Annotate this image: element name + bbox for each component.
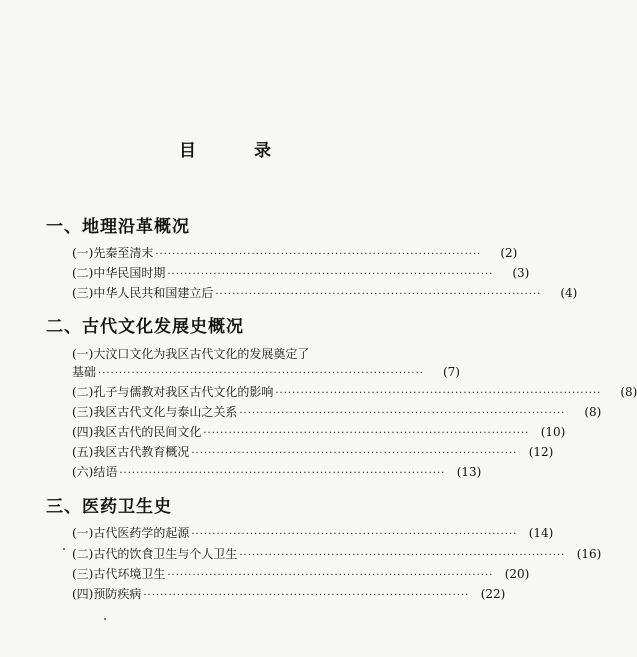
toc-page-number: (8) [620,385,637,399]
toc-entry-text: (三)中华人民共和国建立后 [72,286,214,300]
dot-leader: ·············································································· [239,550,566,561]
dot-leader: ·············································································· [119,468,446,479]
toc-page-number: (10) [540,425,566,439]
toc-entry [72,284,578,302]
dot-leader: ·············································································· [155,249,482,260]
toc-entry [72,443,554,461]
toc-page-number: (12) [528,445,554,459]
toc-entry-text: (二)孔子与儒教对我区古代文化的影响 [72,385,274,399]
toc-page-number: (2) [500,246,518,260]
dot-leader: ·············································································· [143,590,470,601]
dot-leader: ·············································································· [167,570,494,581]
toc-entry-text: (二)中华民国时期 [72,266,166,280]
toc-entry-text: 基础 [72,365,97,379]
section-heading-3: 三、医药卫生史 [46,497,172,517]
toc-page-number: (8) [584,405,602,419]
dot-leader: ·············································································· [239,408,566,419]
toc-entry [72,403,602,421]
toc-entry [72,585,506,603]
dot-leader: ·············································································· [191,448,518,459]
toc-entry-text: (三)我区古代文化与泰山之关系 [72,405,238,419]
toc-page-number: (7) [442,365,460,379]
page-title: 目 录 [179,141,297,161]
dot-leader: ·············································································· [167,269,494,280]
toc-entry-text: (三)古代环境卫生 [72,567,166,581]
toc-entry [72,363,460,381]
toc-page-number: (4) [560,286,578,300]
toc-entry [72,463,482,481]
toc-page-number: (14) [528,526,554,540]
toc-entry-text: (五)我区古代教育概况 [72,445,190,459]
dot-leader: ·············································································· [215,289,542,300]
toc-entry [72,244,518,262]
toc-entry [72,524,554,542]
toc-entry [72,264,530,282]
toc-page-number: (13) [456,465,482,479]
toc-entry [72,565,530,583]
toc-entry-text: (四)我区古代的民间文化 [72,425,202,439]
scan-speck [104,618,106,620]
toc-entry-text: (六)结语 [72,465,118,479]
section-heading-1: 一、地理沿革概况 [46,217,190,237]
toc-entry-text: (一)古代医药学的起源 [72,526,190,540]
toc-page-number: (3) [512,266,530,280]
toc-entry [72,423,566,441]
toc-page-number: (16) [576,547,602,561]
dot-leader: ·············································································· [203,428,530,439]
section-heading-2: 二、古代文化发展史概况 [46,317,244,337]
toc-entry-text: (二)古代的饮食卫生与个人卫生 [72,547,238,561]
toc-entry-text: (四)预防疾病 [72,587,142,601]
toc-entry [72,545,602,563]
scan-speck [63,548,65,550]
dot-leader: ·············································································· [191,529,518,540]
toc-entry-text-line1: (一)大汶口文化为我区古代文化的发展奠定了 [72,347,310,361]
toc-page-number: (20) [504,567,530,581]
toc-page-number: (22) [480,587,506,601]
toc-entry-text: (一)先秦至清末 [72,246,154,260]
toc-entry [72,383,637,401]
dot-leader: ·············································································· [275,388,602,399]
dot-leader: ·············································································· [98,368,424,379]
